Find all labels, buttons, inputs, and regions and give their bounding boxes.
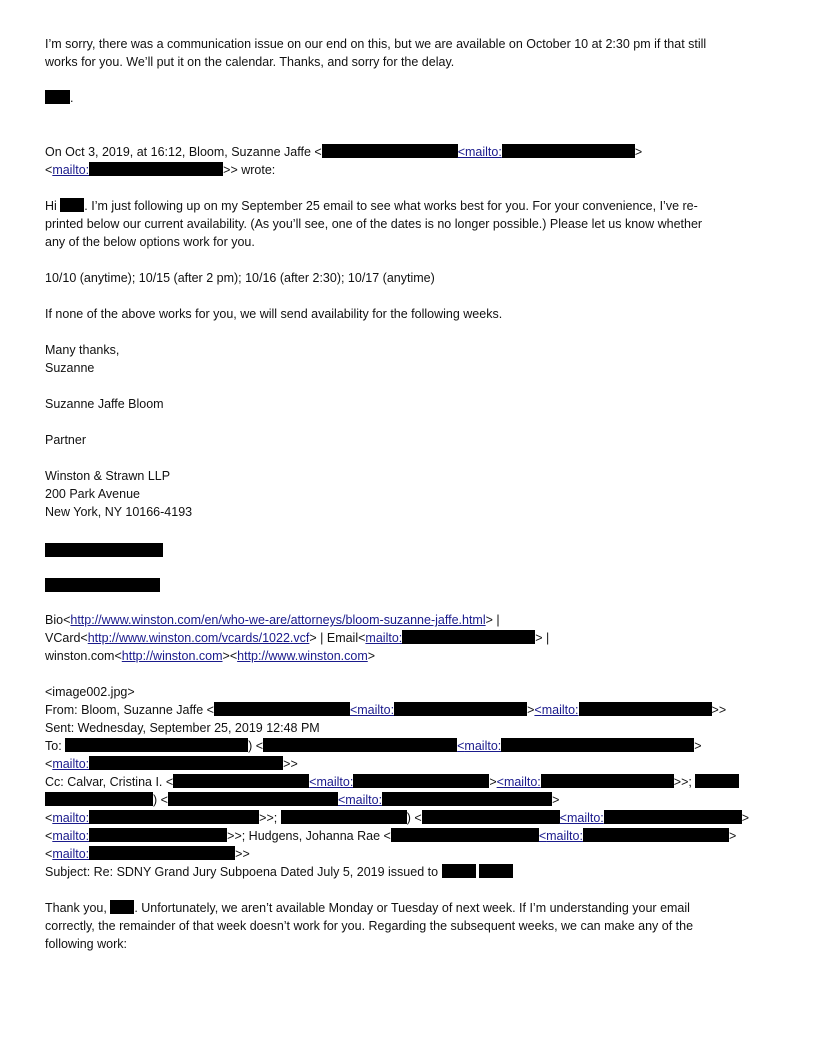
- redaction-box: [168, 792, 338, 806]
- redaction-box: [45, 578, 160, 592]
- cc-label: Cc: Calvar, Cristina I. <: [45, 775, 174, 789]
- cc-line-3: [45, 809, 749, 827]
- site-mid: ><: [222, 649, 238, 663]
- gt: >: [741, 811, 750, 825]
- redaction-box: [173, 774, 309, 788]
- header-text: On Oct 3, 2019, at 16:12, Bloom, Suzanne Jaffe <: [45, 145, 322, 159]
- redaction-box: [281, 810, 407, 824]
- lt: <: [45, 811, 53, 825]
- to-line-2: <mailto: >>: [45, 757, 298, 771]
- gt: >: [694, 739, 702, 753]
- redaction-box: [501, 738, 694, 752]
- greeting: Hi: [45, 199, 57, 213]
- lt: <: [45, 829, 53, 843]
- lt: <: [45, 757, 53, 771]
- redaction-box: [442, 864, 476, 878]
- redaction-box: [502, 144, 635, 158]
- mailto-link[interactable]: mailto:: [52, 847, 90, 861]
- redaction-box: [422, 810, 560, 824]
- redaction-box: [45, 543, 163, 557]
- bio-label: Bio<: [45, 613, 71, 627]
- quote1-body-line-1: [45, 197, 698, 215]
- signature-firm: Winston & Strawn LLP: [45, 469, 171, 483]
- email-end: > |: [535, 631, 550, 645]
- mailto-link[interactable]: mailto:: [52, 811, 90, 825]
- redaction-box: [263, 738, 457, 752]
- mailto-link[interactable]: mailto:: [52, 163, 90, 177]
- gt: >: [552, 793, 560, 807]
- vcard-end: > | Email<: [309, 631, 366, 645]
- mailto-link[interactable]: mailto:: [365, 631, 403, 645]
- to-line: [45, 737, 702, 755]
- signature-title: Partner: [45, 433, 86, 447]
- lt: <: [45, 847, 53, 861]
- from-line: From: Bloom, Suzanne Jaffe < <mailto: ><mailto: >>: [45, 703, 727, 717]
- redaction-box: [541, 774, 674, 788]
- mailto-link[interactable]: <mailto:: [337, 793, 383, 807]
- quote2-body-line-2: correctly, the remainder of that week doesn’t work for you. Regarding the subsequent weeks, we can make any of the: [45, 919, 694, 933]
- redaction-box: [604, 810, 742, 824]
- to-label: To:: [45, 739, 62, 753]
- redaction-box: [394, 702, 527, 716]
- vcard-line: [45, 629, 549, 647]
- hudgens-text: >>; Hudgens, Johanna Rae <: [227, 829, 391, 843]
- mailto-link[interactable]: <mailto:: [538, 829, 583, 843]
- site-label: winston.com<: [45, 649, 122, 663]
- mailto-link[interactable]: mailto:: [52, 829, 90, 843]
- redaction-box: [65, 738, 248, 752]
- quote1-body-line-3: any of the below options work for you.: [45, 235, 255, 249]
- redaction-box: [402, 630, 535, 644]
- cc-line-4: [45, 827, 736, 845]
- redaction-box: [353, 774, 489, 788]
- lt: <: [45, 163, 53, 177]
- reply-line-1: I’m sorry, there was a communication issue on our end on this, but we are available on October 10 at 2:30 pm if that still: [45, 37, 707, 51]
- mailto-link[interactable]: <mailto:: [349, 703, 395, 717]
- site-end: >: [367, 649, 376, 663]
- semi: >>;: [259, 811, 278, 825]
- redaction-box: [583, 828, 729, 842]
- cc-line-2: [45, 791, 559, 809]
- mailto-link[interactable]: <mailto:: [559, 811, 604, 825]
- subject-text: Subject: Re: SDNY Grand Jury Subpoena Dated July 5, 2019 issued to: [45, 865, 439, 879]
- redaction-box: [391, 828, 539, 842]
- paren-lt: ) <: [406, 811, 422, 825]
- quote2-body-line-1: [45, 899, 690, 917]
- mailto-link[interactable]: mailto:: [52, 757, 90, 771]
- signature-address-1: 200 Park Avenue: [45, 487, 140, 501]
- subject-line: [45, 863, 513, 881]
- bio-link[interactable]: http://www.winston.com/en/who-we-are/attorneys/bloom-suzanne-jaffe.html: [70, 613, 486, 627]
- redaction-box: [45, 792, 153, 806]
- redaction-box: [382, 792, 552, 806]
- gt: >: [527, 703, 535, 717]
- mailto-link[interactable]: <mailto:: [534, 703, 579, 717]
- bio-end: > |: [485, 613, 500, 627]
- redaction-box: [89, 828, 227, 842]
- redaction-box: [579, 702, 712, 716]
- semi: >>;: [673, 775, 692, 789]
- site-link-2[interactable]: http://www.winston.com: [237, 649, 368, 663]
- cc-line-5: <mailto: >>: [45, 847, 250, 861]
- redaction-box: [89, 810, 259, 824]
- sig-dot: .: [70, 91, 74, 105]
- signature-name: Suzanne Jaffe Bloom: [45, 397, 164, 411]
- redaction-box: [695, 774, 739, 788]
- bio-line: [45, 611, 500, 629]
- mailto-link[interactable]: <mailto:: [457, 145, 502, 159]
- closing-thanks: Many thanks,: [45, 343, 120, 357]
- vcard-link[interactable]: http://www.winston.com/vcards/1022.vcf: [87, 631, 310, 645]
- redaction-box: [214, 702, 350, 716]
- site-line: [45, 647, 375, 665]
- mailto-link[interactable]: <mailto:: [496, 775, 541, 789]
- redaction-box: [60, 198, 84, 212]
- closing-name: Suzanne: [45, 361, 95, 375]
- redaction-box: [89, 846, 235, 860]
- quote1-header-line-2: [45, 161, 275, 179]
- paren-lt: ) <: [153, 793, 168, 807]
- reply-signature: [45, 89, 73, 107]
- body-text: . I’m just following up on my September 25 email to see what works best for you. For your convenience, I’ve re-: [84, 199, 698, 213]
- image-placeholder: <image002.jpg>: [45, 685, 135, 699]
- quote2-body-line-3: following work:: [45, 937, 127, 951]
- redaction-box: [322, 144, 458, 158]
- redaction-box: [89, 756, 283, 770]
- redaction-box: [45, 90, 70, 104]
- body-text: . Unfortunately, we aren’t available Monday or Tuesday of next week. If I’m understanding your email: [134, 901, 690, 915]
- site-link-1[interactable]: http://winston.com: [121, 649, 223, 663]
- redaction-box: [110, 900, 134, 914]
- redaction-box: [479, 864, 513, 878]
- availability-dates: 10/10 (anytime); 10/15 (after 2 pm); 10/16 (after 2:30); 10/17 (anytime): [45, 271, 435, 285]
- mailto-link[interactable]: <mailto:: [457, 739, 502, 753]
- signature-address-2: New York, NY 10166-4193: [45, 505, 193, 519]
- gt: >: [634, 145, 643, 159]
- gt: >: [728, 829, 737, 843]
- cc-line: Cc: Calvar, Cristina I. < <mailto: ><mailto: >>;: [45, 773, 739, 791]
- paren-lt: ) <: [248, 739, 264, 753]
- vcard-label: VCard<: [45, 631, 88, 645]
- none-works-line: If none of the above works for you, we will send availability for the following weeks.: [45, 307, 503, 321]
- sent-line: Sent: Wednesday, September 25, 2019 12:48 PM: [45, 721, 320, 735]
- thank-you: Thank you,: [45, 901, 107, 915]
- mailto-link[interactable]: <mailto:: [309, 775, 354, 789]
- wrote-text: >> wrote:: [223, 163, 276, 177]
- reply-line-2: works for you. We’ll put it on the calendar. Thanks, and sorry for the delay.: [45, 55, 455, 69]
- redaction-box: [89, 162, 223, 176]
- quote1-header-line-1: [45, 143, 642, 161]
- from-text: From: Bloom, Suzanne Jaffe <: [45, 703, 214, 717]
- quote1-body-line-2: printed below our current availability. (As you’ll see, one of the dates is no longer possible.) Please let us know whether: [45, 217, 703, 231]
